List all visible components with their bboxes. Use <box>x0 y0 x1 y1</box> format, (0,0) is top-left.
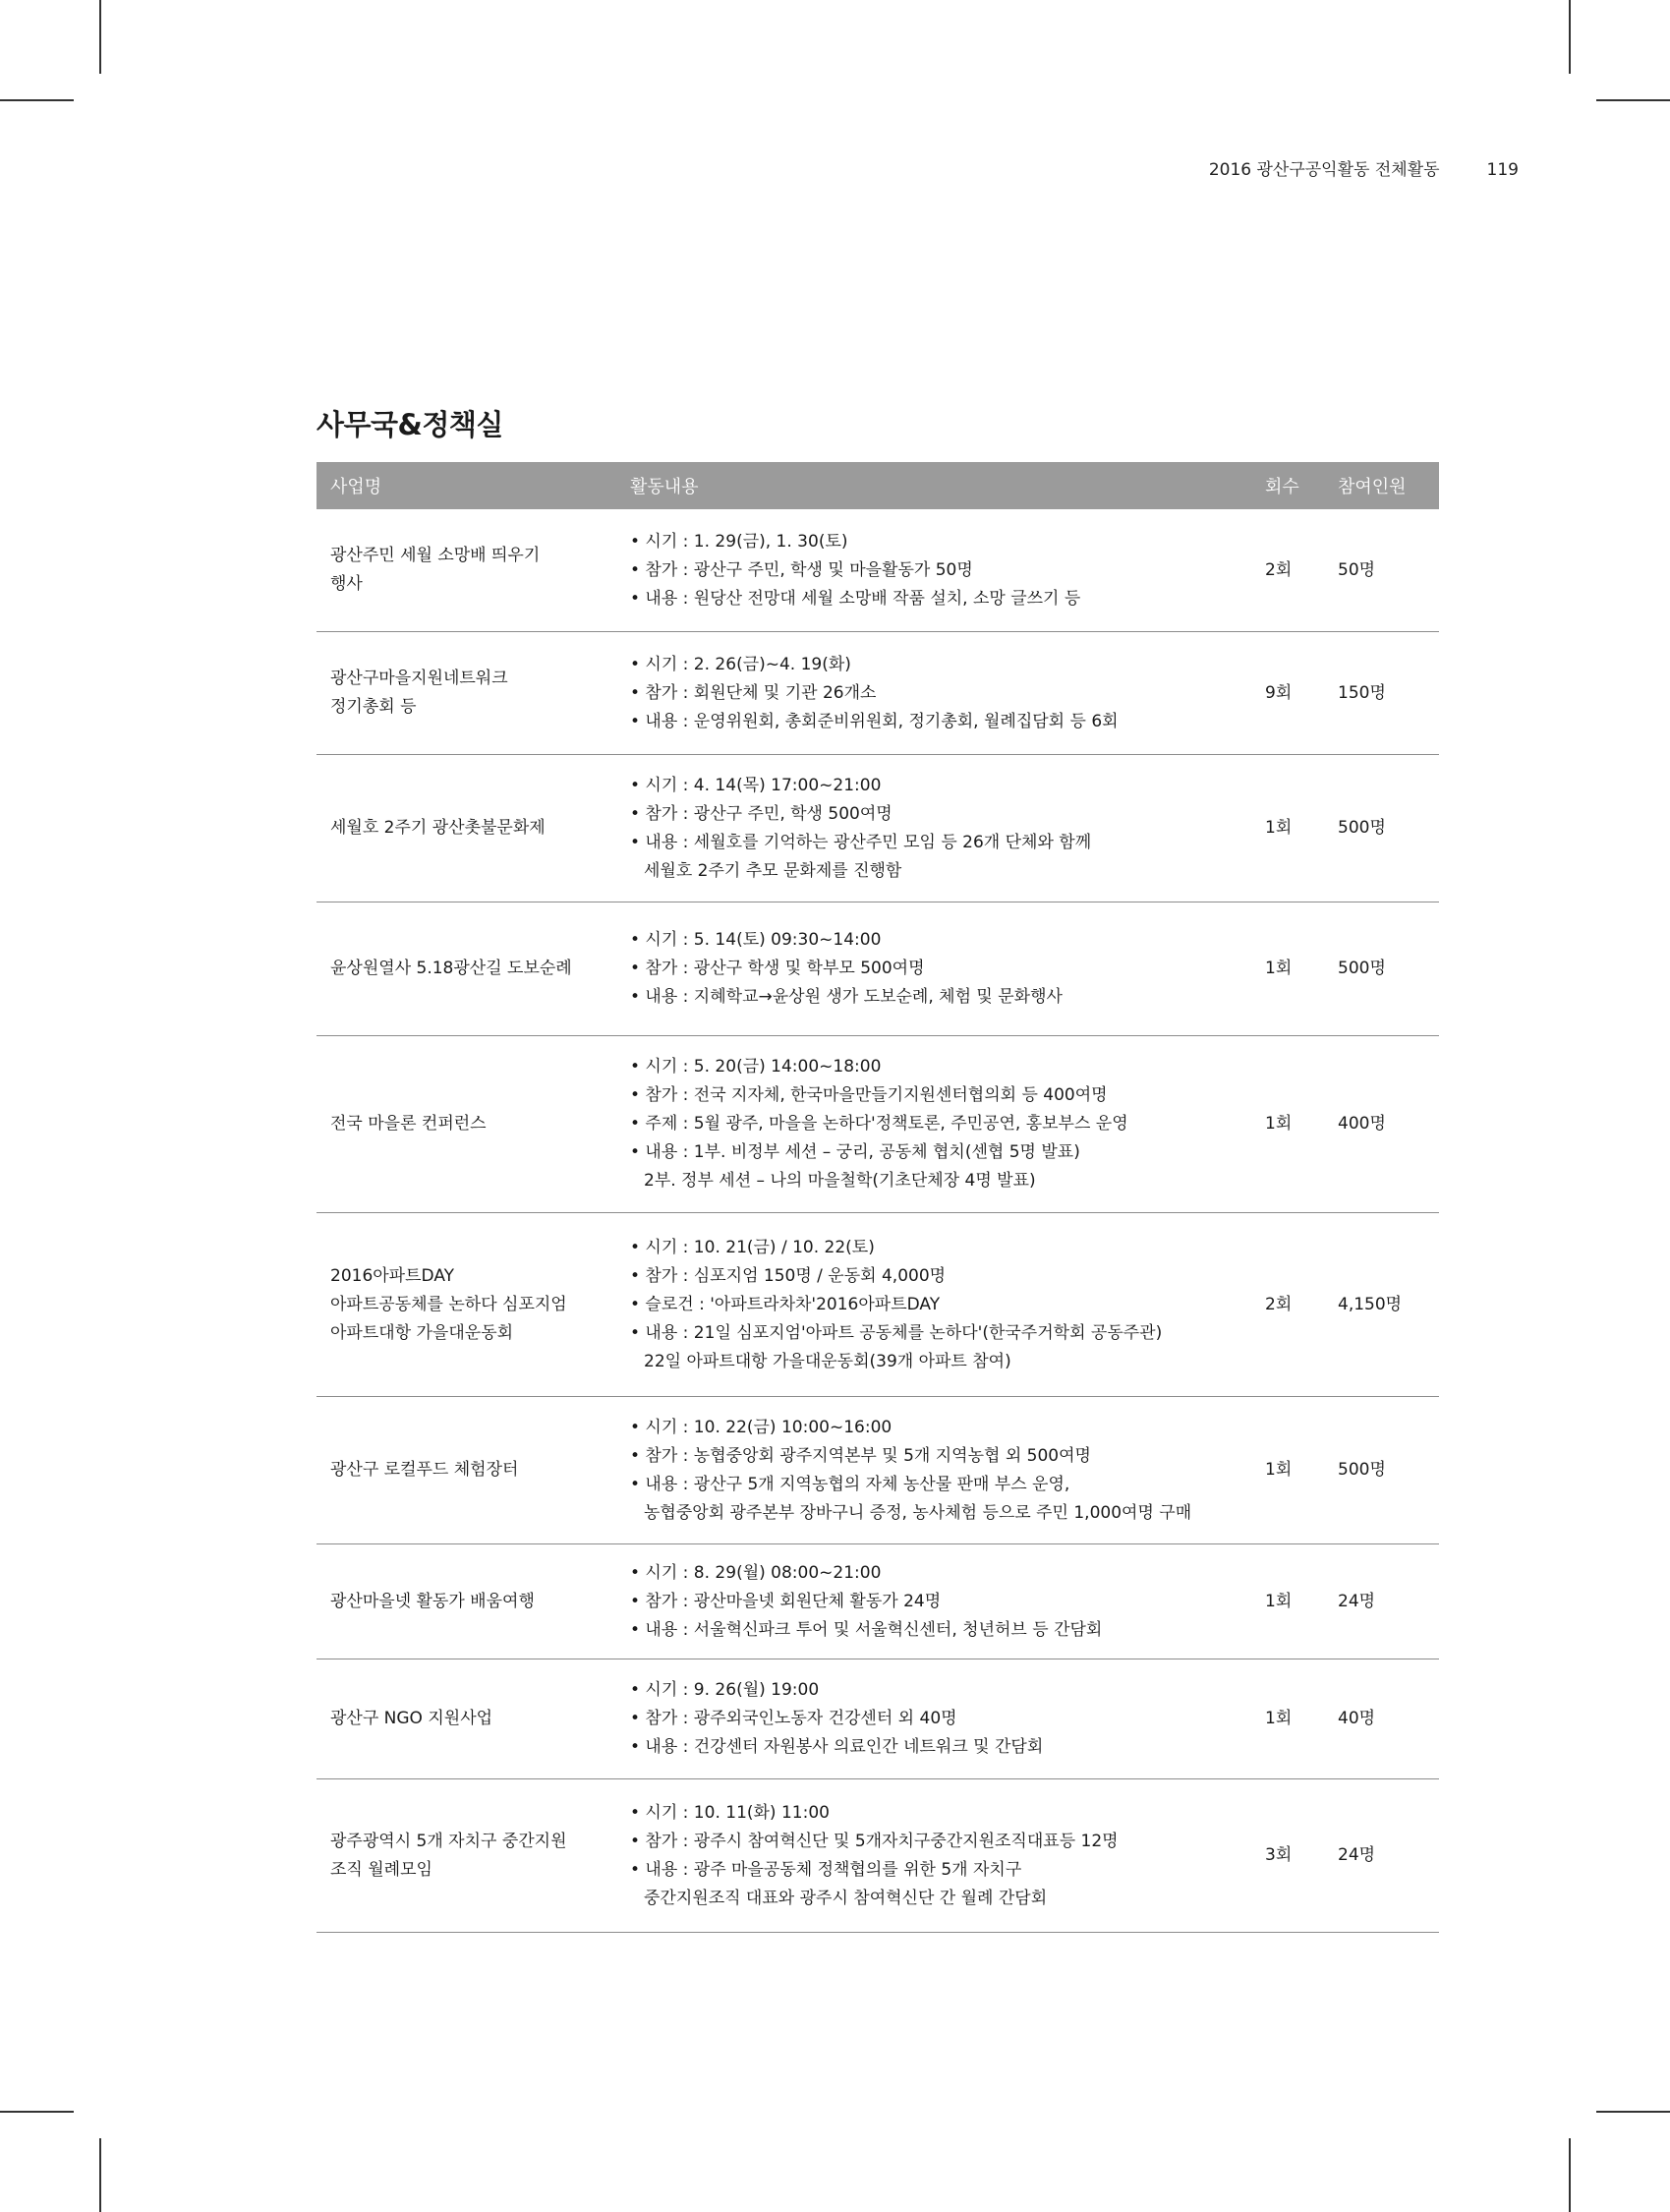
crop-mark-top-right-h <box>1596 99 1670 101</box>
row-people: 24명 <box>1338 1845 1376 1865</box>
row-content <box>616 1234 1255 1376</box>
crop-mark-top-left-v <box>99 0 101 74</box>
row-count: 2회 <box>1265 559 1293 580</box>
content-line: • 시기 : 5. 20(금) 14:00~18:00 <box>630 1057 882 1077</box>
content-line: • 참가 : 광산구 학생 및 학부모 500여명 <box>630 959 925 978</box>
content-line: • 시기 : 1. 29(금), 1. 30(토) <box>630 531 848 552</box>
crop-mark-bottom-right-h <box>1596 2111 1670 2113</box>
table-header <box>317 462 1439 509</box>
row-count: 9회 <box>1265 682 1293 703</box>
name-line: 광산주민 세월 소망배 띄우기 <box>330 546 541 565</box>
table-row <box>317 755 1439 902</box>
header-name: 사업명 <box>330 477 382 497</box>
content-line: • 내용 : 광주 마을공동체 정책협의를 위한 5개 자치구 <box>630 1859 1022 1880</box>
crop-mark-bottom-right-v <box>1569 2138 1571 2212</box>
content-line: • 시기 : 10. 11(화) 11:00 <box>630 1802 830 1823</box>
name-line: 2016아파트DAY <box>330 1265 455 1286</box>
content-line: • 시기 : 10. 21(금) / 10. 22(토) <box>630 1237 875 1257</box>
content-line: • 참가 : 농협중앙회 광주지역본부 및 5개 지역농협 외 500여명 <box>630 1445 1091 1466</box>
row-name <box>317 665 616 722</box>
row-content <box>616 1053 1255 1195</box>
name-line: 광산구 NGO 지원사업 <box>330 1709 493 1728</box>
table-row <box>317 1213 1439 1397</box>
name-line: 아파트대항 가을대운동회 <box>330 1322 514 1343</box>
row-name <box>317 1828 616 1885</box>
content-line: 농협중앙회 광주본부 장바구니 증정, 농사체험 등으로 주민 1,000여명 구매 <box>644 1502 1192 1523</box>
row-people: 50명 <box>1338 559 1376 580</box>
row-people: 4,150명 <box>1338 1294 1403 1314</box>
content-line: • 시기 : 5. 14(토) 09:30~14:00 <box>630 930 882 950</box>
row-name <box>317 1705 616 1733</box>
content-line: • 내용 : 건강센터 자원봉사 의료인간 네트워크 및 간담회 <box>630 1737 1044 1757</box>
name-line: 광산마을넷 활동가 배움여행 <box>330 1591 535 1611</box>
content-line: • 내용 : 서울혁신파크 투어 및 서울혁신센터, 청년허브 등 간담회 <box>630 1619 1103 1640</box>
row-count: 1회 <box>1265 1460 1293 1480</box>
row-name <box>317 1262 616 1348</box>
table-row <box>317 902 1439 1036</box>
content-line: 세월호 2주기 추모 문화제를 진행함 <box>644 860 902 881</box>
header-count: 회수 <box>1265 477 1299 497</box>
row-content <box>616 1559 1255 1645</box>
row-people: 500명 <box>1338 818 1386 838</box>
content-line: • 내용 : 광산구 5개 지역농협의 자체 농산물 판매 부스 운영, <box>630 1474 1070 1494</box>
crop-mark-top-right-v <box>1569 0 1571 74</box>
header-people: 참여인원 <box>1338 477 1407 497</box>
content-line: • 내용 : 세월호를 기억하는 광산주민 모임 등 26개 단체와 함께 <box>630 832 1092 852</box>
table-row <box>317 509 1439 632</box>
content-line: • 내용 : 21일 심포지엄'아파트 공동체를 논하다'(한국주거학회 공동주관) <box>630 1322 1163 1343</box>
row-people: 400명 <box>1338 1114 1386 1134</box>
crop-mark-top-left-h <box>0 99 74 101</box>
table-row <box>317 1779 1439 1933</box>
name-line: 조직 월례모임 <box>330 1859 432 1880</box>
name-line: 전국 마을론 컨퍼런스 <box>330 1114 487 1134</box>
content-line: • 참가 : 전국 지자체, 한국마을만들기지원센터협의회 등 400여명 <box>630 1085 1108 1105</box>
content-line: • 참가 : 심포지엄 150명 / 운동회 4,000명 <box>630 1265 947 1286</box>
crop-mark-bottom-left-v <box>99 2138 101 2212</box>
table-row <box>317 1397 1439 1544</box>
content-line: • 내용 : 운영위원회, 총회준비위원회, 정기총회, 월례집담회 등 6회 <box>630 711 1119 731</box>
row-content <box>616 1414 1255 1528</box>
row-people: 150명 <box>1338 682 1386 703</box>
content-line: • 참가 : 회원단체 및 기관 26개소 <box>630 682 877 703</box>
row-people: 40명 <box>1338 1709 1376 1728</box>
crop-mark-bottom-left-h <box>0 2111 74 2113</box>
content-line: 중간지원조직 대표와 광주시 참여혁신단 간 월례 간담회 <box>644 1888 1048 1908</box>
content-line: • 참가 : 광주외국인노동자 건강센터 외 40명 <box>630 1709 957 1728</box>
row-people: 500명 <box>1338 959 1386 978</box>
content-line: • 시기 : 10. 22(금) 10:00~16:00 <box>630 1417 893 1437</box>
row-count: 1회 <box>1265 1591 1293 1611</box>
name-line: 광주광역시 5개 자치구 중간지원 <box>330 1831 567 1851</box>
row-count: 1회 <box>1265 818 1293 838</box>
section-title: 사무국&정책실 <box>317 408 503 441</box>
row-name <box>317 955 616 983</box>
content-line: • 주제 : 5월 광주, 마을을 논하다'정책토론, 주민공연, 홍보부스 운영 <box>630 1114 1128 1134</box>
row-content <box>616 772 1255 886</box>
name-line: 정기총회 등 <box>330 697 417 717</box>
content-line: • 내용 : 1부. 비정부 세션 – 궁리, 공동체 협치(센협 5명 발표) <box>630 1142 1080 1162</box>
page-number: 119 <box>1486 160 1519 180</box>
header-content: 활동내용 <box>630 477 699 497</box>
content-line: • 시기 : 8. 29(월) 08:00~21:00 <box>630 1562 882 1583</box>
name-line: 세월호 2주기 광산촛불문화제 <box>330 818 546 838</box>
name-line: 행사 <box>330 574 363 594</box>
running-title: 2016 광산구공익활동 전체활동 <box>1208 160 1440 180</box>
row-count: 1회 <box>1265 1709 1293 1728</box>
row-count: 1회 <box>1265 959 1293 978</box>
table-row <box>317 1036 1439 1213</box>
content-line: • 시기 : 9. 26(월) 19:00 <box>630 1680 820 1700</box>
row-content <box>616 926 1255 1012</box>
row-people: 500명 <box>1338 1460 1386 1480</box>
name-line: 광산구마을지원네트워크 <box>330 669 508 688</box>
table-row <box>317 1659 1439 1779</box>
row-count: 1회 <box>1265 1114 1293 1134</box>
row-content <box>616 1799 1255 1913</box>
row-count: 3회 <box>1265 1845 1293 1865</box>
content-line: • 참가 : 광산구 주민, 학생 및 마을활동가 50명 <box>630 559 973 580</box>
content-line: • 내용 : 원당산 전망대 세월 소망배 작품 설치, 소망 글쓰기 등 <box>630 588 1081 609</box>
activity-table <box>317 462 1439 1933</box>
row-content <box>616 1676 1255 1762</box>
name-line: 아파트공동체를 논하다 심포지엄 <box>330 1294 567 1314</box>
row-name <box>317 1588 616 1616</box>
row-name <box>317 1456 616 1484</box>
content-line: • 시기 : 4. 14(목) 17:00~21:00 <box>630 775 882 795</box>
row-content <box>616 651 1255 736</box>
content-line: 22일 아파트대항 가을대운동회(39개 아파트 참여) <box>644 1351 1011 1371</box>
name-line: 광산구 로컬푸드 체험장터 <box>330 1460 519 1480</box>
table-row <box>317 632 1439 755</box>
table-row <box>317 1544 1439 1659</box>
content-line: • 참가 : 광산구 주민, 학생 500여명 <box>630 803 893 824</box>
row-name <box>317 542 616 599</box>
content-line: • 참가 : 광산마을넷 회원단체 활동가 24명 <box>630 1591 942 1611</box>
row-people: 24명 <box>1338 1591 1376 1611</box>
content-line: • 참가 : 광주시 참여혁신단 및 5개자치구중간지원조직대표등 12명 <box>630 1831 1119 1851</box>
running-header <box>983 155 1519 180</box>
name-line: 윤상원열사 5.18광산길 도보순례 <box>330 959 572 978</box>
content-line: • 내용 : 지혜학교→윤상원 생가 도보순례, 체험 및 문화행사 <box>630 987 1063 1007</box>
row-name <box>317 1110 616 1138</box>
row-content <box>616 528 1255 613</box>
content-line: • 슬로건 : '아파트라차차'2016아파트DAY <box>630 1294 941 1314</box>
content-line: 2부. 정부 세션 – 나의 마을철학(기초단체장 4명 발표) <box>644 1171 1036 1191</box>
content-line: • 시기 : 2. 26(금)~4. 19(화) <box>630 654 851 674</box>
row-name <box>317 814 616 843</box>
row-count: 2회 <box>1265 1294 1293 1314</box>
